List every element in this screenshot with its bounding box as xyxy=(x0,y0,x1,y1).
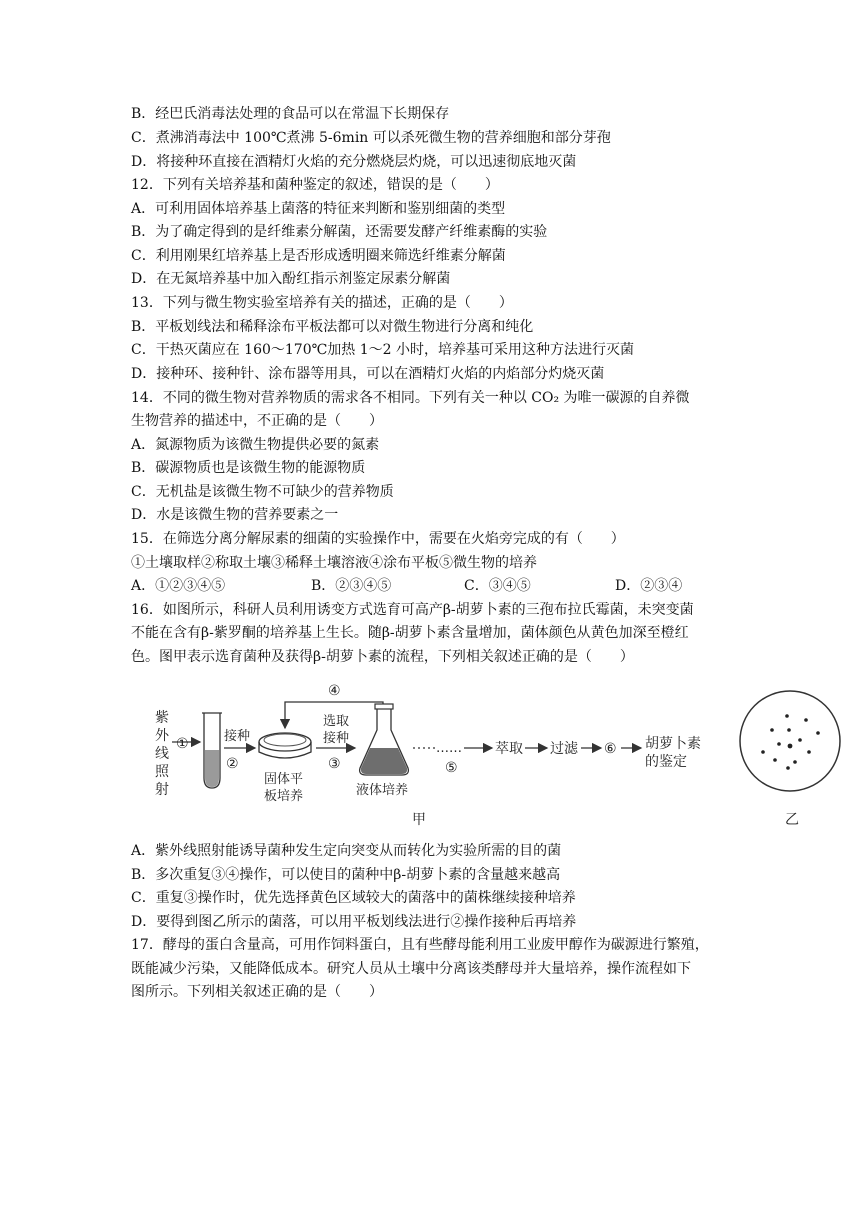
line-c-11: C．煮沸消毒法中 100℃煮沸 5-6min 可以杀死微生物的营养细胞和部分芽孢 xyxy=(131,130,611,146)
filter-label: 过滤 xyxy=(550,741,578,757)
plate-colonies-icon xyxy=(740,691,840,791)
option-b-16: B．多次重复③④操作，可以使目的菌种中β-胡萝卜素的含量越来越高 xyxy=(131,867,561,883)
test-tube-icon xyxy=(202,713,222,788)
line-c-13: C．干热灭菌应在 160～170℃加热 1～2 小时，培养基可采用这种方法进行灭菌 xyxy=(131,342,634,358)
petri-dish-icon xyxy=(259,733,311,758)
select-label: 选取 xyxy=(323,714,350,729)
line-d-13: D．接种环、接种针、涂布器等用具，可以在酒精灯火焰的内焰部分灼烧灭菌 xyxy=(131,366,605,382)
line-a-14: A．氮源物质为该微生物提供必要的氮素 xyxy=(131,437,380,453)
line-c-12: C．利用刚果红培养基上是否形成透明圈来筛选纤维素分解菌 xyxy=(131,248,506,264)
line-b-14: B．碳源物质也是该微生物的能源物质 xyxy=(131,460,366,476)
option-d-15: D．②③④ xyxy=(615,578,683,594)
extract-label: 萃取 xyxy=(495,741,523,757)
step-3-label: ③ xyxy=(328,756,341,772)
flask-icon xyxy=(360,704,409,775)
question-14-stem-2: 生物营养的描述中，不正确的是（ ） xyxy=(131,413,383,429)
line-a-12: A．可利用固体培养基上菌落的特征来判断和鉴别细菌的类型 xyxy=(131,201,506,217)
uv-char-5: 射 xyxy=(155,782,169,798)
option-a-15: A．①②③④⑤ xyxy=(131,578,226,594)
figure-label-jia: 甲 xyxy=(412,812,426,828)
line-c-14: C．无机盐是该微生物不可缺少的营养物质 xyxy=(131,484,394,500)
line-d-14: D．水是该微生物的营养要素之一 xyxy=(131,507,339,523)
figure-label-yi: 乙 xyxy=(785,812,799,828)
line-d-12: D．在无氮培养基中加入酚红指示剂鉴定尿素分解菌 xyxy=(131,271,451,287)
line-b-12: B．为了确定得到的是纤维素分解菌，还需要发酵产纤维素酶的实验 xyxy=(131,224,548,240)
identify-label-2: 的鉴定 xyxy=(645,754,687,770)
question-13-stem: 13．下列与微生物实验室培养有关的描述，正确的是（ ） xyxy=(131,295,513,311)
question-16-stem-1: 16．如图所示，科研人员利用诱变方式选育可高产β-胡萝卜素的三孢布拉氏霉菌，未突变菌 xyxy=(131,602,694,618)
line-b-13: B．平板划线法和稀释涂布平板法都可以对微生物进行分离和纯化 xyxy=(131,319,534,335)
question-15-items: ①土壤取样②称取土壤③稀释土壤溶液④涂布平板⑤微生物的培养 xyxy=(131,555,537,571)
question-17-stem-2: 既能减少污染，又能降低成本。研究人员从土壤中分离该类酵母并大量培养，操作流程如下 xyxy=(131,961,691,977)
line-b-11: B．经巴氏消毒法处理的食品可以在常温下长期保存 xyxy=(131,106,450,122)
option-b-15: B．②③④⑤ xyxy=(311,578,392,594)
option-a-16: A．紫外线照射能诱导菌种发生定向突变从而转化为实验所需的目的菌 xyxy=(131,843,562,859)
option-c-15: C．③④⑤ xyxy=(464,578,531,594)
question-14-stem-1: 14．不同的微生物对营养物质的需求各不相同。下列有关一种以 CO₂ 为唯一碳源的自养微 xyxy=(131,390,690,406)
uv-char-4: 照 xyxy=(155,764,169,780)
option-d-16: D．要得到图乙所示的菌落，可以用平板划线法进行②操作接种后再培养 xyxy=(131,914,577,930)
liquid-culture-label: 液体培养 xyxy=(356,783,409,798)
step-4-label: ④ xyxy=(328,683,341,699)
step-2-label: ② xyxy=(226,756,239,772)
step-6-label: ⑥ xyxy=(604,741,617,757)
step-5-label: ⑤ xyxy=(445,760,458,776)
solid-plate-label-1: 固体平 xyxy=(264,772,304,787)
select-inoculate-label: 接种 xyxy=(323,731,350,746)
identify-label-1: 胡萝卜素 xyxy=(645,736,701,752)
uv-char-1: 紫 xyxy=(155,710,169,726)
uv-char-2: 外 xyxy=(155,728,169,744)
solid-plate-label-2: 板培养 xyxy=(264,789,304,804)
question-17-stem-3: 图所示。下列相关叙述正确的是（ ） xyxy=(131,984,383,1000)
question-16-stem-2: 不能在含有β-紫罗酮的培养基上生长。随β-胡萝卜素含量增加，菌体颜色从黄色加深至橙红 xyxy=(131,625,689,641)
inoculate-label: 接种 xyxy=(224,729,251,744)
question-15-stem: 15．在筛选分离分解尿素的细菌的实验操作中，需要在火焰旁完成的有（ ） xyxy=(131,531,625,547)
line-d-11: D．将接种环直接在酒精灯火焰的充分燃烧层灼烧，可以迅速彻底地灭菌 xyxy=(131,154,577,170)
option-c-16: C．重复③操作时，优先选择黄色区域较大的菌落中的菌株继续接种培养 xyxy=(131,890,576,906)
question-12-stem: 12．下列有关培养基和菌种鉴定的叙述，错误的是（ ） xyxy=(131,177,499,193)
uv-char-3: 线 xyxy=(155,746,169,762)
question-16-stem-3: 色。图甲表示选育菌种及获得β-胡萝卜素的流程，下列相关叙述正确的是（ ） xyxy=(131,649,634,665)
step-1-label: ① xyxy=(176,736,189,752)
dots-label: …… xyxy=(436,741,462,756)
question-17-stem-1: 17．酵母的蛋白含量高，可用作饲料蛋白，且有些酵母能利用工业废甲醇作为碳源进行繁殖， xyxy=(131,937,709,953)
